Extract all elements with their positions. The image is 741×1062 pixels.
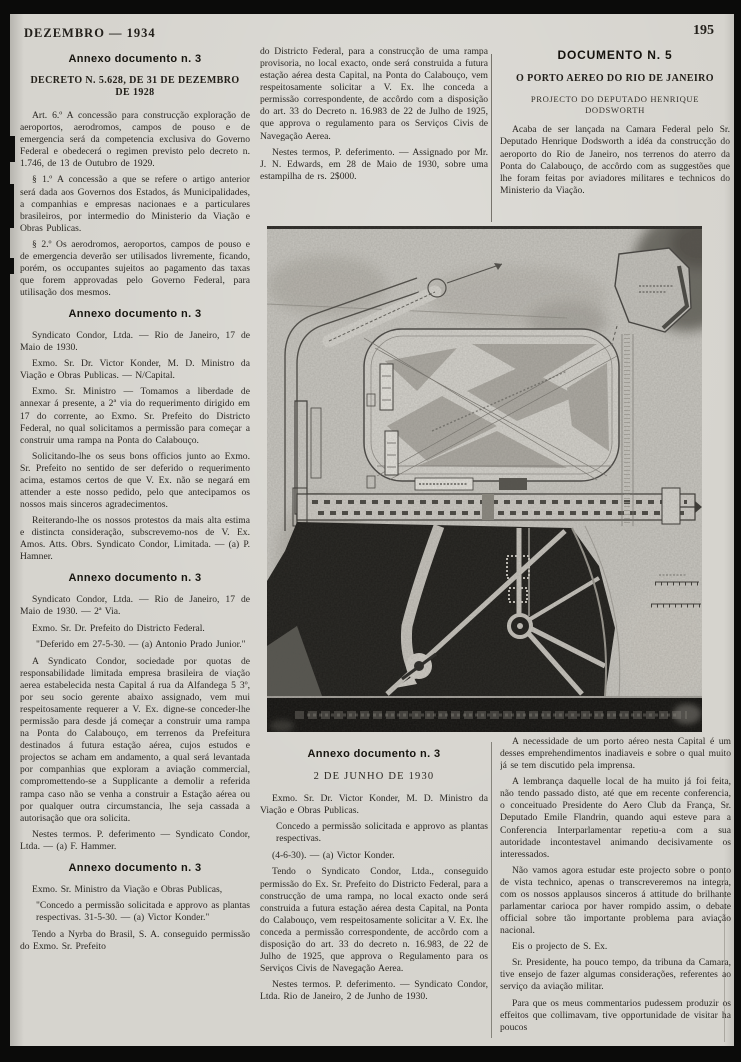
column-rule [491,54,492,222]
dispatch-quote: Concedo a permissão solicitada e approvo as plantas respectivas. [276,821,488,845]
paragraph: A necessidade de um porto aéreo nesta Capital é um desses emprehendimentos inadiaveis e sobre o qual muito já se tem discutido pela imprensa. [500,736,731,772]
paragraph: Não vamos agora estudar este projecto sobre o ponto de vista technico, apenas o transcreveremos na integra, com os nossos applausos sinceros á attitude do brilhante parlamentar carioca por haver rompido assim, o debate official sobre tão importante problema para aviação nacional. [500,864,731,937]
paragraph: (4-6-30). — (a) Victor Konder. [272,850,395,862]
paragraph: do Districto Federal, para a construcção de uma rampa provisoria, no local exacto, onde será construida a futura estação aérea desta Capital, na Ponta do Calabouço, vem respeitosamente solicitar a V. Ex. lhe conceda a permissão correspondente, de accôrdo com a disposição do art. 33 do Decreto n. 16.983 de 22 de Julho de 1925, que approva o regulamento para os Serviços Civis de Navegação Aerea. [260,46,488,142]
paragraph: Exmo. Sr. Dr. Victor Konder, M. D. Ministro da Viação e Obras Publicas. [260,793,488,817]
date-subheading: 2 DE JUNHO DE 1930 [313,770,435,782]
scan-edge-artifact [10,136,15,162]
section-heading: Annexo documento n. 3 [68,572,202,585]
airport-plan-image [267,226,702,732]
scan-edge-artifact [10,184,14,228]
section-heading: Annexo documento n. 3 [68,53,202,65]
scan-edge-artifact [10,258,14,274]
column-3-bottom [500,736,731,1042]
article-title: O PORTO AEREO DO RIO DE JANEIRO [515,73,714,85]
paragraph: Exmo. Sr. Dr. Prefeito do Districto Federal. [32,622,205,634]
issue-date: DEZEMBRO — 1934 [24,26,156,40]
paragraph: Exmo. Sr. Ministro da Viação e Obras Publicas, [32,883,223,895]
paragraph: Tendo o Syndicato Condor, Ltda., conseguido permissão do Ex. Sr. Prefeito do Districto Federal, para a construcção de uma rampa, no local exacto onde será construida a futura estação aérea desta Capital, na Ponta do Calabouço, vem respeitosamente solicitar a V. Ex. lhe conceda a permissão correspondente, de accôrdo com a disposição do art. 33 do decreto n. 16.983, de 22 de Julho de 1925, que approva o Regulamento para os Serviços Civis de Navegação Aerea. [260,866,488,975]
paragraph: Para que os meus commentarios pudessem produzir os effeitos que collimavam, tive opportunidade de visitar ha poucos [500,997,731,1033]
decree-subheading: DECRETO N. 5.628, DE 31 DE DEZEMBRO DE 1928 [30,74,240,99]
paragraph: Sr. Presidente, ha pouco tempo, da tribuna da Camara, tive ensejo de fazer algumas considerações, referentes ao serviço da aviação militar. [500,957,731,993]
paragraph: Art. 6.º A concessão para construcção exploração de aeroportos, aerodromos, campos de pouso e de emergencia será da competencia exclusiva do Governo Federal e obedecerá o regimen previsto pelo decreto n. 1.746, de 13 de Outubro de 1929. [20,110,250,170]
column-2-top [260,46,488,224]
paragraph: Exmo. Sr. Ministro — Tomamos a liberdade de annexar á presente, a 2ª via do requerimento dirigido em 17 do corrente, ao Exmo. Sr. Prefeito do Districto Federal, no qual solicitamos a permissão para começar a construir uma rampa na Ponta do Calabouço. [20,386,250,446]
paragraph: Eis o projecto de S. Ex. [512,941,608,953]
paragraph: A Syndicato Condor, sociedade por quotas de responsabilidade limitada empresa brasileira de viação aerea estabelecida nesta Capital á rua da Alfandega 5 3º, por seu socio gerente abaixo assignado, vem mui respeitosamente requerer a V. Ex. digne-se conceder-lhe permissão para desde já começar a construir uma rampa na Ponta do Calabouço, em terrenos da Prefeitura destinados á futura estação aérea, cujos estudos e projectos se acham em andamento, a qual será levantada por companhias que exploram a aviação commercial, compromettendo-se a Supplicante a demolir a referida rampa caso não se venha a construir a Estação aérea ou por qualquer outra circumstancia, lhe seja cassada a autorisação que ora solicita. [20,655,250,824]
article-subtitle: PROJECTO DO DEPUTADO HENRIQUE DODSWORTH [530,93,700,115]
paragraph: Syndicato Condor, Ltda. — Rio de Janeiro, 17 de Maio de 1930. [20,330,250,354]
page-number: 195 [693,23,714,38]
dispatch-quote: "Concedo a permissão solicitada e approvo as plantas respectivas. 31-5-30. — (a) Victor Konder." [36,899,250,923]
airport-plan-graphic [267,226,702,732]
paragraph: Reiterando-lhe os nossos protestos da mais alta estima e distincta consideração, subscrevemo-nos de V. Ex. Amos. Atts. Obrs. Syndicato Condor, Limitada. — (a) P. Hamner. [20,515,250,563]
paragraph: Tendo a Nyrba do Brasil, S. A. conseguido permissão do Exmo. Sr. Prefeito [20,929,250,953]
paragraph: Exmo. Sr. Dr. Victor Konder, M. D. Ministro da Viação e Obras Publicas. — N/Capital. [20,358,250,382]
document-page [10,14,734,1046]
document-heading: DOCUMENTO N. 5 [557,48,673,62]
column-3-top [500,44,730,224]
paragraph: Syndicato Condor, Ltda. — Rio de Janeiro, 17 de Maio de 1930. — 2ª Via. [20,594,250,618]
paragraph: Nestes termos, P. deferimento. — Assignado por Mr. J. N. Edwards, em 28 de Maio de 1930, sobre uma estampilha de rs. 2$000. [260,146,488,182]
column-2-bottom [260,744,488,1044]
dispatch-quote: "Deferido em 27-5-30. — (a) Antonio Prado Junior." [36,638,246,650]
paragraph: Solicitando-lhe os seus bons officios junto ao Exmo. Sr. Prefeito no sentido de ser deferido o requerimento acima, estamos certos de que V. Ex. não se negará em attender a este nosso pedido, pelo que antecipamos os nossos mais sinceros agradecimentos. [20,450,250,511]
paragraph: Nestes termos. P. deferimento — Syndicato Condor, Ltda. — (a) F. Hammer. [20,828,250,852]
paragraph: § 1.º A concessão a que se refere o artigo anterior será dada aos Governos dos Estados, ás Municipalidades, a companhias e empresas nacionaes e a particulares brasileiros, por intermedio do Ministerio da Viação e Obras Publicas. [20,174,250,234]
paragraph: Nestes termos. P. deferimento. — Syndicato Condor, Ltda. Rio de Janeiro, 2 de Junho de 1930. [260,979,488,1003]
paragraph: A lembrança daquelle local de ha muito já foi feita, não tendo passado disto, até que em recente conferencia, o conceituado Presidente do Aero Club da França, Sr. Deputado Emile Flandrin, quando aqui esteve para a Conferencia Interparlamentar repetiu-a com a sua autoridade incontestavel animando decisivamente os interessados. [500,776,731,860]
section-heading: Annexo documento n. 3 [68,861,202,874]
column-1 [20,44,250,1044]
section-heading: Annexo documento n. 3 [68,308,202,321]
section-heading: Annexo documento n. 3 [307,748,441,760]
paragraph: Acaba de ser lançada na Camara Federal pelo Sr. Deputado Henrique Dodsworth a idéa da construcção do aeroporto do Rio de Janeiro, nos terrenos do aterro da Ponta do Calabouço, de accôrdo com as suggestões que lhe foram feitas por aviadores militares e technicos do Ministerio da Viação. [500,124,730,196]
column-rule [491,742,492,1038]
paragraph: § 2.º Os aerodromos, aeroportos, campos de pouso e de emergencia deverão ser utilisados livremente, ficando, porém, os occupantes sujeitos ao pagamento das taxas que forem approvadas pelo Governo Federal, para utilisação dos mesmos. [20,238,250,299]
